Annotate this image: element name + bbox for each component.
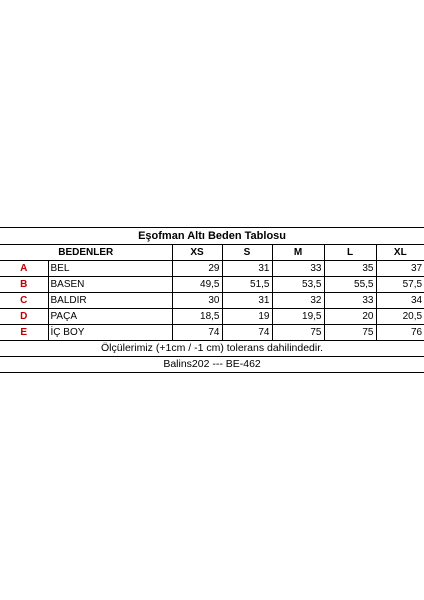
row-code: B (0, 277, 48, 293)
table-row (0, 293, 424, 309)
row-value: 35 (324, 261, 376, 277)
size-header-s: S (222, 245, 272, 261)
row-measurement-name: BASEN (48, 277, 172, 293)
row-value: 31 (222, 261, 272, 277)
size-chart (0, 227, 424, 373)
footer-row (0, 357, 424, 373)
row-measurement-name: BALDIR (48, 293, 172, 309)
row-value: 51,5 (222, 277, 272, 293)
row-code: E (0, 325, 48, 341)
size-table (0, 227, 424, 373)
table-row (0, 261, 424, 277)
row-value: 29 (172, 261, 222, 277)
row-code: C (0, 293, 48, 309)
row-value: 76 (376, 325, 424, 341)
row-code: D (0, 309, 48, 325)
table-row (0, 309, 424, 325)
table-row (0, 277, 424, 293)
row-value: 19 (222, 309, 272, 325)
product-code: Balins202 --- BE-462 (0, 357, 424, 373)
row-value: 31 (222, 293, 272, 309)
size-header-xs: XS (172, 245, 222, 261)
row-measurement-name: BEL (48, 261, 172, 277)
row-value: 75 (324, 325, 376, 341)
row-value: 53,5 (272, 277, 324, 293)
note-row (0, 341, 424, 357)
size-header-l: L (324, 245, 376, 261)
row-value: 30 (172, 293, 222, 309)
row-value: 32 (272, 293, 324, 309)
row-value: 33 (324, 293, 376, 309)
row-value: 57,5 (376, 277, 424, 293)
row-value: 34 (376, 293, 424, 309)
row-value: 20 (324, 309, 376, 325)
header-label: BEDENLER (0, 245, 172, 261)
table-row (0, 325, 424, 341)
row-value: 33 (272, 261, 324, 277)
row-code: A (0, 261, 48, 277)
table-title: Eşofman Altı Beden Tablosu (0, 228, 424, 245)
row-value: 75 (272, 325, 324, 341)
header-row (0, 245, 424, 261)
row-value: 18,5 (172, 309, 222, 325)
title-row (0, 228, 424, 245)
size-header-xl: XL (376, 245, 424, 261)
row-value: 49,5 (172, 277, 222, 293)
row-value: 20,5 (376, 309, 424, 325)
tolerance-note: Ölçülerimiz (+1cm / -1 cm) tolerans dahilindedir. (0, 341, 424, 357)
row-value: 37 (376, 261, 424, 277)
row-measurement-name: PAÇA (48, 309, 172, 325)
size-header-m: M (272, 245, 324, 261)
row-value: 55,5 (324, 277, 376, 293)
row-measurement-name: İÇ BOY (48, 325, 172, 341)
row-value: 74 (222, 325, 272, 341)
row-value: 19,5 (272, 309, 324, 325)
row-value: 74 (172, 325, 222, 341)
